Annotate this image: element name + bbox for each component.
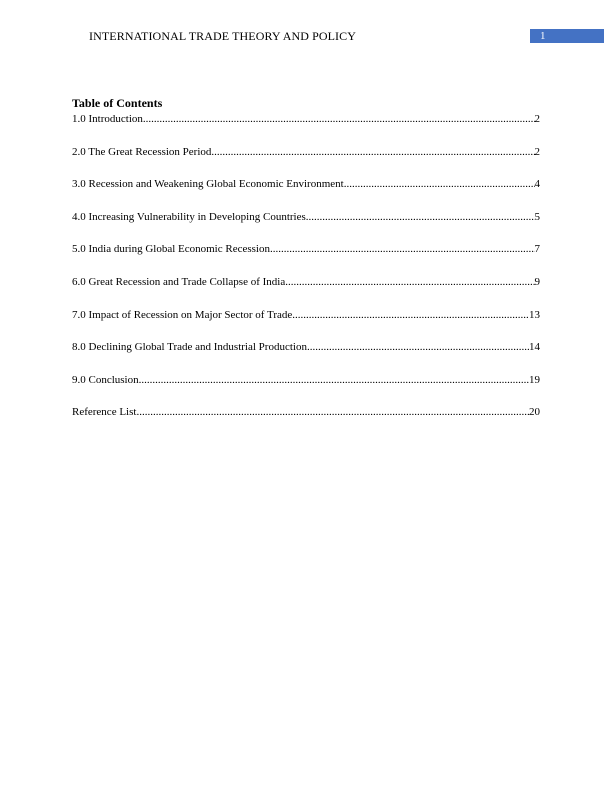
- toc-entry-title: 9.0 Conclusion: [72, 373, 139, 386]
- toc-entry-reference-list[interactable]: [72, 405, 540, 419]
- toc-entry-declining-global-trade[interactable]: [72, 340, 540, 354]
- dot-leader: [307, 340, 529, 354]
- dot-leader: [211, 145, 534, 159]
- toc-entry-impact-major-sector[interactable]: [72, 308, 540, 322]
- toc-entry-developing-countries[interactable]: [72, 210, 540, 224]
- toc-entry-title: 7.0 Impact of Recession on Major Sector of Trade: [72, 308, 293, 321]
- toc-entry-introduction[interactable]: [72, 112, 540, 126]
- toc-entry-page: 13: [529, 308, 540, 321]
- toc-entry-page: 5: [534, 210, 540, 223]
- dot-leader: [285, 275, 534, 289]
- toc-entry-great-recession-period[interactable]: [72, 145, 540, 159]
- toc-entry-page: 2: [534, 145, 540, 158]
- toc-entry-page: 4: [534, 178, 540, 191]
- toc-entry-title: 3.0 Recession and Weakening Global Economic Environment: [72, 178, 344, 191]
- dot-leader: [270, 242, 535, 256]
- toc-entry-title: 8.0 Declining Global Trade and Industrial Production: [72, 341, 307, 354]
- dot-leader: [344, 177, 535, 191]
- toc-entry-page: 19: [529, 373, 540, 386]
- toc-entry-title: 1.0 Introduction: [72, 113, 143, 125]
- toc-entry-title: 5.0 India during Global Economic Recession: [72, 243, 270, 256]
- toc-entry-page: 14: [529, 341, 540, 354]
- toc-entry-trade-collapse-india[interactable]: [72, 275, 540, 289]
- toc-entry-title: Reference List: [72, 406, 137, 419]
- toc-heading: Table of Contents: [72, 96, 163, 110]
- dot-leader: [306, 210, 535, 224]
- page-number: 1: [540, 30, 546, 42]
- toc-entry-page: 2: [534, 113, 540, 125]
- dot-leader: [136, 405, 529, 419]
- toc-entry-title: 6.0 Great Recession and Trade Collapse of India: [72, 275, 286, 288]
- toc-entry-title: 4.0 Increasing Vulnerability in Developing Countries: [72, 210, 306, 223]
- toc-entry-conclusion[interactable]: [72, 373, 540, 387]
- toc-entry-weakening-global-economy[interactable]: [72, 177, 540, 191]
- dot-leader: [143, 112, 535, 126]
- toc-entry-india-recession[interactable]: [72, 242, 540, 256]
- dot-leader: [292, 308, 529, 322]
- toc-entry-page: 7: [534, 243, 540, 256]
- toc-list: [72, 112, 540, 438]
- toc-entry-page: 20: [529, 406, 540, 419]
- running-header-title: INTERNATIONAL TRADE THEORY AND POLICY: [89, 29, 357, 43]
- toc-entry-page: 9: [534, 275, 540, 288]
- page-number-box: [530, 29, 604, 43]
- toc-entry-title: 2.0 The Great Recession Period: [72, 145, 212, 158]
- dot-leader: [139, 373, 529, 387]
